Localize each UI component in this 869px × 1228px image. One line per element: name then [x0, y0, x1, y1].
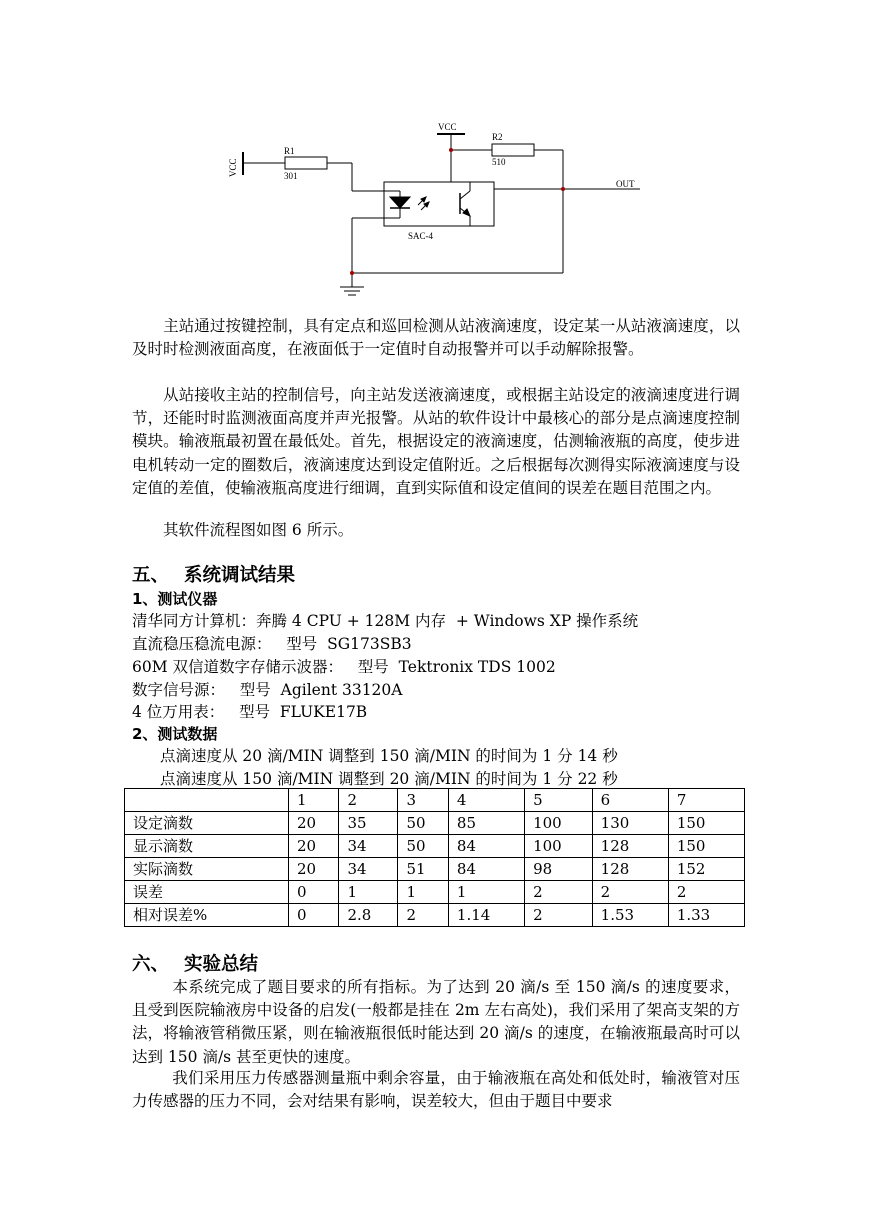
table-cell: 2: [525, 881, 593, 904]
table-cell: 128: [592, 835, 668, 858]
table-cell: 6: [592, 789, 668, 812]
table-row: [125, 881, 745, 904]
table-cell: 34: [339, 835, 398, 858]
table-cell: [125, 789, 289, 812]
section-6-heading: 六、 实验总结: [132, 954, 259, 975]
table-cell: 84: [448, 835, 524, 858]
led-symbol: [390, 197, 410, 208]
r1-name: R1: [284, 146, 295, 156]
table-cell: 1: [339, 881, 398, 904]
instrument-line: 直流稳压稳流电源： 型号 SG173SB3: [132, 635, 412, 653]
table-cell: 2: [339, 789, 398, 812]
chip-label: SAC-4: [408, 231, 434, 241]
table-cell: 2: [668, 881, 744, 904]
table-cell: 150: [668, 835, 744, 858]
resistor-r2: [492, 144, 534, 156]
table-cell: 2: [525, 904, 593, 927]
table-cell: 误差: [125, 881, 289, 904]
table-cell: 20: [289, 812, 339, 835]
table-cell: 显示滴数: [125, 835, 289, 858]
table-cell: 152: [668, 858, 744, 881]
table-cell: 98: [525, 858, 593, 881]
table-cell: 1: [289, 789, 339, 812]
table-cell: 7: [668, 789, 744, 812]
table-cell: 0: [289, 904, 339, 927]
paragraph-pressure-sensor: 我们采用压力传感器测量瓶中剩余容量，由于输液瓶在高处和低处时，输液管对压力传感器的压力不同，会对结果有影响，误差较大，但由于题目中要求: [132, 1069, 740, 1111]
table-cell: 20: [289, 835, 339, 858]
table-cell: 2: [398, 904, 448, 927]
subheading-test-data: 2、测试数据: [132, 725, 218, 743]
instrument-line: 60M 双信道数字存储示波器： 型号 Tektronix TDS 1002: [132, 658, 556, 676]
r2-name: R2: [492, 132, 503, 142]
table-cell: 1.14: [448, 904, 524, 927]
r1-value: 301: [284, 171, 298, 181]
vcc-top-label: VCC: [438, 122, 457, 132]
instrument-line: 数字信号源： 型号 Agilent 33120A: [132, 681, 403, 699]
table-cell: 50: [398, 835, 448, 858]
r2-value: 510: [492, 157, 506, 167]
table-cell: 5: [525, 789, 593, 812]
paragraph-summary: 本系统完成了题目要求的所有指标。为了达到 20 滴/s 至 150 滴/s 的速度要求，且受到医院输液房中设备的启发(一般都是挂在 2m 左右高处)，我们采用了架高支架的方法，将输液管稍微压紧，则在输液瓶很低时能达到 20 滴/s 的速度，在输液瓶最高时可以达到 150 滴/s 甚至更快的速度。: [132, 978, 740, 1066]
table-cell: 3: [398, 789, 448, 812]
resistor-r1: [285, 157, 327, 169]
table-cell: 150: [668, 812, 744, 835]
table-row: [125, 858, 745, 881]
instrument-line: 清华同方计算机：奔腾 4 CPU + 128M 内存 + Windows XP 操作系统: [132, 612, 639, 630]
table-cell: 100: [525, 812, 593, 835]
table-cell: 2.8: [339, 904, 398, 927]
table-cell: 实际滴数: [125, 858, 289, 881]
table-header-row: [125, 789, 745, 812]
table-cell: 1: [398, 881, 448, 904]
table-cell: 100: [525, 835, 593, 858]
paragraph-slave: 从站接收主站的控制信号，向主站发送液滴速度，或根据主站设定的液滴速度进行调节，还能时时监测液面高度并声光报警。从站的软件设计中最核心的部分是点滴速度控制模块。输液瓶最初置在最低处。首先，根据设定的液滴速度，估测输液瓶的高度，使步进电机转动一定的圈数后，液滴速度达到设定值附近。之后根据每次测得实际液滴速度与设定值的差值，使输液瓶高度进行细调，直到实际值和设定值间的误差在题目范围之内。: [132, 386, 740, 497]
section-5-heading: 五、 系统调试结果: [132, 565, 296, 586]
table-cell: 20: [289, 858, 339, 881]
out-label: OUT: [616, 179, 635, 189]
table-cell: 1: [448, 881, 524, 904]
test-line: 点滴速度从 150 滴/MIN 调整到 20 滴/MIN 的时间为 1 分 22 秒: [160, 770, 618, 788]
table-cell: 51: [398, 858, 448, 881]
table-cell: 2: [592, 881, 668, 904]
vcc-left-label: VCC: [228, 158, 238, 177]
table-row: [125, 812, 745, 835]
paragraph-master: 主站通过按键控制，具有定点和巡回检测从站液滴速度，设定某一从站液滴速度，以及时时检测液面高度，在液面低于一定值时自动报警并可以手动解除报警。: [132, 317, 740, 359]
table-cell: 1.53: [592, 904, 668, 927]
table-cell: 4: [448, 789, 524, 812]
table-cell: 35: [339, 812, 398, 835]
table-cell: 128: [592, 858, 668, 881]
table-cell: 130: [592, 812, 668, 835]
table-cell: 34: [339, 858, 398, 881]
table-cell: 设定滴数: [125, 812, 289, 835]
table-cell: 50: [398, 812, 448, 835]
table-cell: 1.33: [668, 904, 744, 927]
table-cell: 0: [289, 881, 339, 904]
test-results-table: [124, 788, 745, 927]
table-cell: 84: [448, 858, 524, 881]
table-row: [125, 835, 745, 858]
test-line: 点滴速度从 20 滴/MIN 调整到 150 滴/MIN 的时间为 1 分 14 秒: [160, 747, 618, 765]
subheading-instruments: 1、测试仪器: [132, 590, 218, 608]
table-cell: 85: [448, 812, 524, 835]
circuit-diagram: [0, 0, 869, 310]
table-row: [125, 904, 745, 927]
paragraph-flowchart-ref: 其软件流程图如图 6 所示。: [163, 521, 354, 539]
table-cell: 相对误差%: [125, 904, 289, 927]
instrument-line: 4 位万用表： 型号 FLUKE17B: [132, 703, 368, 721]
